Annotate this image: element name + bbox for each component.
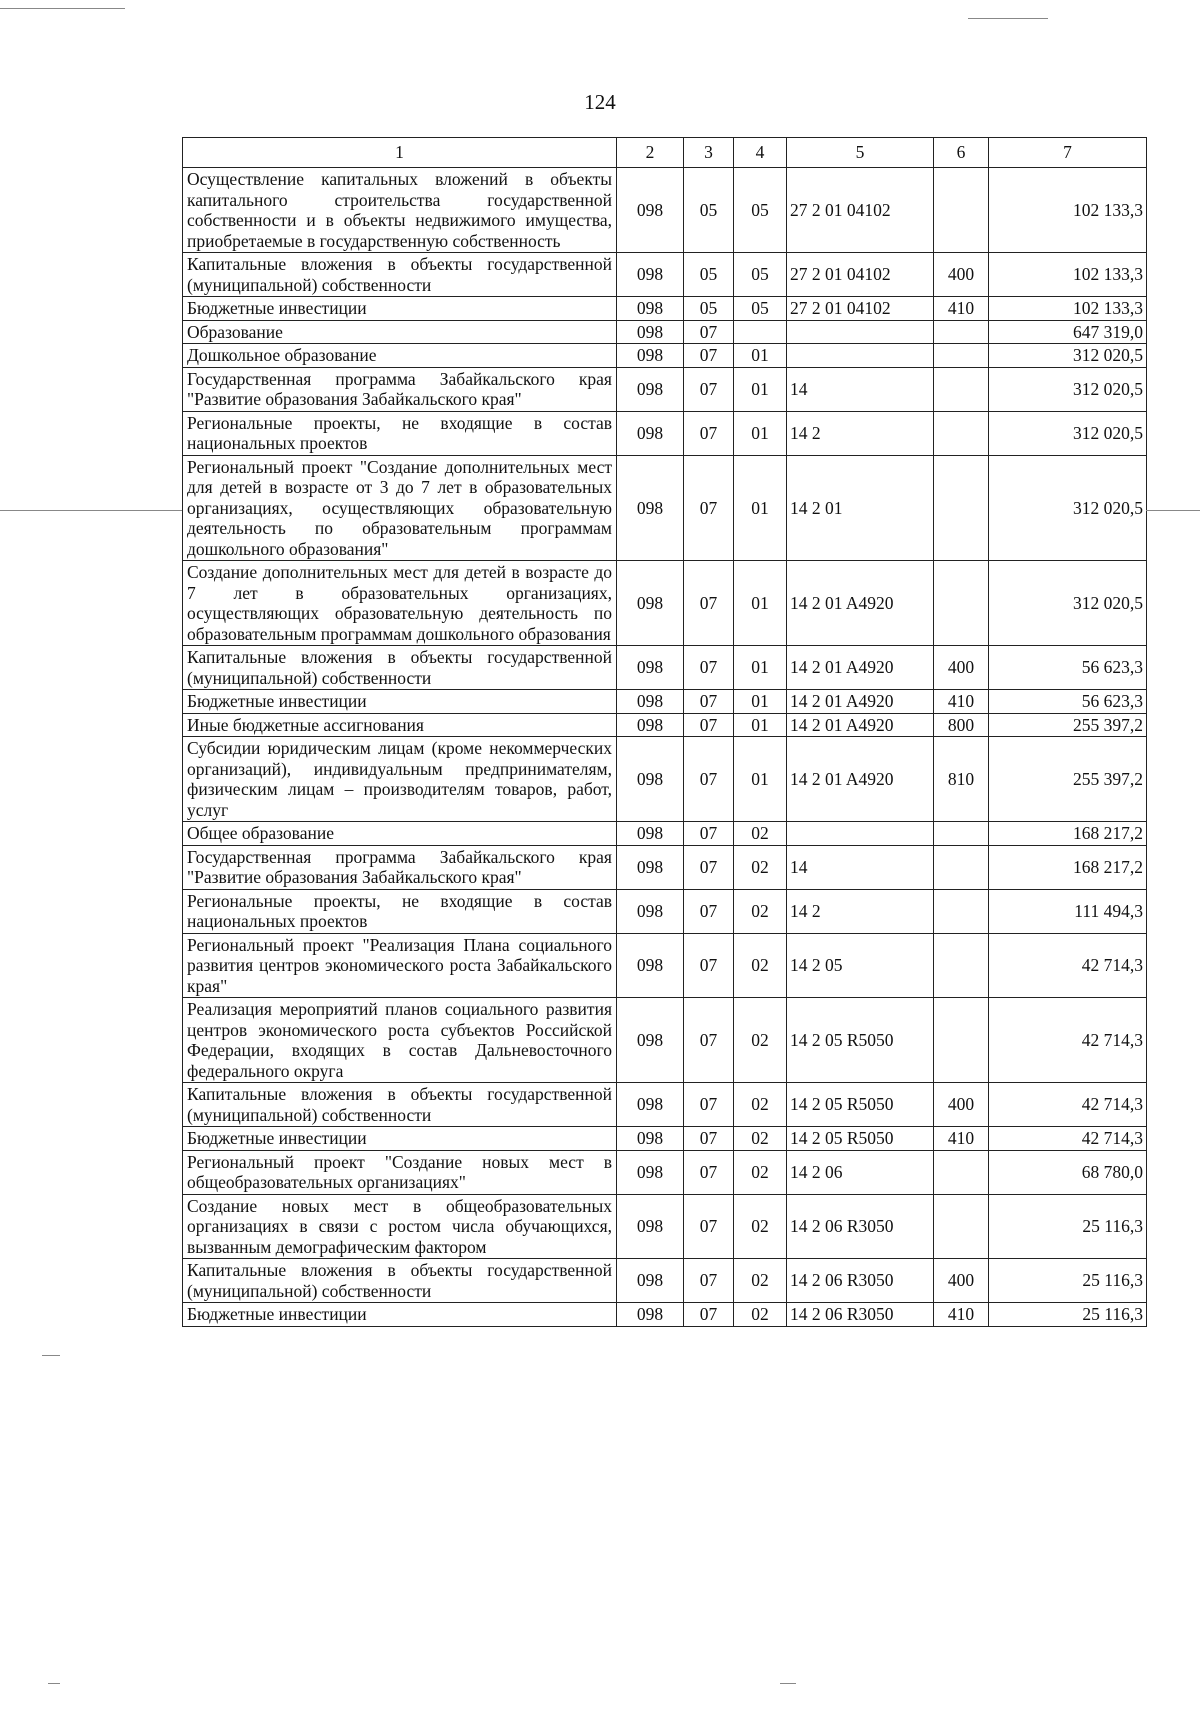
row-subsection-code: 01 bbox=[734, 737, 787, 822]
row-name: Создание новых мест в общеобразовательных организациях в связи с ростом числа обучающихся, вызванным демографическим фактором bbox=[183, 1194, 617, 1259]
table-row bbox=[183, 690, 1147, 714]
row-section-code: 07 bbox=[684, 889, 734, 933]
scan-artifact-line bbox=[0, 510, 182, 511]
row-subsection-code: 02 bbox=[734, 1303, 787, 1327]
row-name: Общее образование bbox=[183, 822, 617, 846]
row-ministry-code: 098 bbox=[617, 367, 684, 411]
table-row bbox=[183, 320, 1147, 344]
row-ministry-code: 098 bbox=[617, 1303, 684, 1327]
row-section-code: 07 bbox=[684, 344, 734, 368]
table-row bbox=[183, 253, 1147, 297]
row-expense-type-code: 410 bbox=[934, 297, 989, 321]
column-number: 6 bbox=[934, 138, 989, 168]
table-row bbox=[183, 1194, 1147, 1259]
row-target-article-code: 14 2 05 R5050 bbox=[787, 998, 934, 1083]
table-row bbox=[183, 297, 1147, 321]
row-expense-type-code bbox=[934, 561, 989, 646]
row-target-article-code bbox=[787, 822, 934, 846]
scan-artifact-line bbox=[42, 1355, 60, 1356]
row-target-article-code bbox=[787, 344, 934, 368]
table-row bbox=[183, 646, 1147, 690]
row-subsection-code: 02 bbox=[734, 998, 787, 1083]
row-ministry-code: 098 bbox=[617, 889, 684, 933]
column-number: 7 bbox=[989, 138, 1147, 168]
row-amount: 312 020,5 bbox=[989, 455, 1147, 561]
row-name: Региональные проекты, не входящие в состав национальных проектов bbox=[183, 889, 617, 933]
row-ministry-code: 098 bbox=[617, 1194, 684, 1259]
row-ministry-code: 098 bbox=[617, 561, 684, 646]
row-amount: 42 714,3 bbox=[989, 998, 1147, 1083]
row-expense-type-code bbox=[934, 822, 989, 846]
row-amount: 42 714,3 bbox=[989, 1127, 1147, 1151]
row-section-code: 07 bbox=[684, 1083, 734, 1127]
scan-artifact-line bbox=[0, 8, 125, 9]
row-name: Бюджетные инвестиции bbox=[183, 690, 617, 714]
budget-table bbox=[182, 137, 1147, 1327]
row-subsection-code: 02 bbox=[734, 1194, 787, 1259]
row-section-code: 07 bbox=[684, 690, 734, 714]
row-section-code: 07 bbox=[684, 367, 734, 411]
column-number: 1 bbox=[183, 138, 617, 168]
table-row bbox=[183, 889, 1147, 933]
table-row bbox=[183, 344, 1147, 368]
row-expense-type-code: 410 bbox=[934, 1303, 989, 1327]
row-subsection-code: 02 bbox=[734, 933, 787, 998]
row-expense-type-code bbox=[934, 1194, 989, 1259]
row-target-article-code: 14 2 05 R5050 bbox=[787, 1083, 934, 1127]
scan-artifact-line bbox=[780, 1683, 796, 1684]
row-name: Образование bbox=[183, 320, 617, 344]
table-row bbox=[183, 367, 1147, 411]
row-section-code: 07 bbox=[684, 1303, 734, 1327]
row-target-article-code: 14 bbox=[787, 845, 934, 889]
row-ministry-code: 098 bbox=[617, 1083, 684, 1127]
table-row bbox=[183, 1127, 1147, 1151]
row-section-code: 07 bbox=[684, 1194, 734, 1259]
row-expense-type-code: 400 bbox=[934, 646, 989, 690]
row-subsection-code: 01 bbox=[734, 411, 787, 455]
row-name: Капитальные вложения в объекты государственной (муниципальной) собственности bbox=[183, 1259, 617, 1303]
row-ministry-code: 098 bbox=[617, 1127, 684, 1151]
table-row bbox=[183, 998, 1147, 1083]
column-number: 5 bbox=[787, 138, 934, 168]
row-section-code: 07 bbox=[684, 822, 734, 846]
row-section-code: 07 bbox=[684, 998, 734, 1083]
row-subsection-code: 01 bbox=[734, 646, 787, 690]
row-amount: 168 217,2 bbox=[989, 845, 1147, 889]
row-amount: 68 780,0 bbox=[989, 1150, 1147, 1194]
row-section-code: 07 bbox=[684, 933, 734, 998]
row-ministry-code: 098 bbox=[617, 737, 684, 822]
row-name: Государственная программа Забайкальского края "Развитие образования Забайкальского края" bbox=[183, 367, 617, 411]
row-amount: 255 397,2 bbox=[989, 737, 1147, 822]
row-ministry-code: 098 bbox=[617, 320, 684, 344]
row-section-code: 07 bbox=[684, 1127, 734, 1151]
row-name: Бюджетные инвестиции bbox=[183, 1127, 617, 1151]
row-section-code: 05 bbox=[684, 253, 734, 297]
table-row bbox=[183, 1303, 1147, 1327]
row-expense-type-code bbox=[934, 320, 989, 344]
row-section-code: 05 bbox=[684, 297, 734, 321]
row-expense-type-code bbox=[934, 998, 989, 1083]
row-ministry-code: 098 bbox=[617, 344, 684, 368]
row-ministry-code: 098 bbox=[617, 933, 684, 998]
row-expense-type-code bbox=[934, 933, 989, 998]
row-name: Создание дополнительных мест для детей в возрасте до 7 лет в образовательных организациях, осуществляющих образовательную деятельность по образовательным программам дошкольного образования bbox=[183, 561, 617, 646]
row-subsection-code bbox=[734, 320, 787, 344]
row-target-article-code bbox=[787, 320, 934, 344]
row-section-code: 07 bbox=[684, 561, 734, 646]
row-target-article-code: 14 2 01 A4920 bbox=[787, 713, 934, 737]
row-amount: 312 020,5 bbox=[989, 344, 1147, 368]
page-number: 124 bbox=[584, 90, 616, 114]
row-expense-type-code: 400 bbox=[934, 253, 989, 297]
row-name: Региональный проект "Создание новых мест в общеобразовательных организациях" bbox=[183, 1150, 617, 1194]
row-ministry-code: 098 bbox=[617, 845, 684, 889]
row-subsection-code: 01 bbox=[734, 367, 787, 411]
row-amount: 25 116,3 bbox=[989, 1194, 1147, 1259]
row-name: Субсидии юридическим лицам (кроме некоммерческих организаций), индивидуальным предпринимателям, физическим лицам – производителям товаров, работ, услуг bbox=[183, 737, 617, 822]
row-section-code: 07 bbox=[684, 845, 734, 889]
row-ministry-code: 098 bbox=[617, 1259, 684, 1303]
table-row bbox=[183, 845, 1147, 889]
row-ministry-code: 098 bbox=[617, 1150, 684, 1194]
row-expense-type-code bbox=[934, 1150, 989, 1194]
row-ministry-code: 098 bbox=[617, 998, 684, 1083]
column-number: 4 bbox=[734, 138, 787, 168]
row-section-code: 07 bbox=[684, 1150, 734, 1194]
row-target-article-code: 14 2 01 A4920 bbox=[787, 561, 934, 646]
row-subsection-code: 05 bbox=[734, 168, 787, 253]
row-amount: 312 020,5 bbox=[989, 367, 1147, 411]
table-row bbox=[183, 561, 1147, 646]
row-target-article-code: 14 2 01 A4920 bbox=[787, 737, 934, 822]
row-target-article-code: 14 2 01 A4920 bbox=[787, 690, 934, 714]
row-subsection-code: 02 bbox=[734, 889, 787, 933]
row-section-code: 07 bbox=[684, 646, 734, 690]
row-amount: 647 319,0 bbox=[989, 320, 1147, 344]
row-name: Региональные проекты, не входящие в состав национальных проектов bbox=[183, 411, 617, 455]
row-amount: 42 714,3 bbox=[989, 933, 1147, 998]
row-target-article-code: 14 2 05 R5050 bbox=[787, 1127, 934, 1151]
row-subsection-code: 01 bbox=[734, 344, 787, 368]
row-target-article-code: 14 2 06 R3050 bbox=[787, 1194, 934, 1259]
row-subsection-code: 02 bbox=[734, 822, 787, 846]
row-subsection-code: 02 bbox=[734, 1150, 787, 1194]
row-amount: 56 623,3 bbox=[989, 690, 1147, 714]
column-number: 3 bbox=[684, 138, 734, 168]
row-amount: 102 133,3 bbox=[989, 297, 1147, 321]
row-target-article-code: 14 bbox=[787, 367, 934, 411]
row-target-article-code: 14 2 bbox=[787, 889, 934, 933]
row-subsection-code: 01 bbox=[734, 690, 787, 714]
row-name: Региональный проект "Реализация Плана социального развития центров экономического роста Забайкальского края" bbox=[183, 933, 617, 998]
scan-artifact-line bbox=[1146, 510, 1200, 511]
row-expense-type-code bbox=[934, 455, 989, 561]
row-ministry-code: 098 bbox=[617, 822, 684, 846]
row-target-article-code: 14 2 06 R3050 bbox=[787, 1259, 934, 1303]
row-subsection-code: 02 bbox=[734, 1259, 787, 1303]
row-section-code: 07 bbox=[684, 713, 734, 737]
row-subsection-code: 01 bbox=[734, 561, 787, 646]
row-section-code: 07 bbox=[684, 1259, 734, 1303]
row-expense-type-code: 410 bbox=[934, 690, 989, 714]
row-name: Региональный проект "Создание дополнительных мест для детей в возрасте от 3 до 7 лет в образовательных организациях, осуществляющих образовательную деятельность по образовательным программам дошкольного образования" bbox=[183, 455, 617, 561]
row-target-article-code: 27 2 01 04102 bbox=[787, 297, 934, 321]
row-expense-type-code bbox=[934, 168, 989, 253]
row-amount: 111 494,3 bbox=[989, 889, 1147, 933]
row-name: Капитальные вложения в объекты государственной (муниципальной) собственности bbox=[183, 1083, 617, 1127]
row-target-article-code: 14 2 01 bbox=[787, 455, 934, 561]
row-ministry-code: 098 bbox=[617, 713, 684, 737]
row-expense-type-code bbox=[934, 845, 989, 889]
row-ministry-code: 098 bbox=[617, 168, 684, 253]
row-section-code: 07 bbox=[684, 411, 734, 455]
row-amount: 255 397,2 bbox=[989, 713, 1147, 737]
row-name: Иные бюджетные ассигнования bbox=[183, 713, 617, 737]
row-name: Капитальные вложения в объекты государственной (муниципальной) собственности bbox=[183, 253, 617, 297]
row-ministry-code: 098 bbox=[617, 297, 684, 321]
table-row bbox=[183, 411, 1147, 455]
row-amount: 25 116,3 bbox=[989, 1303, 1147, 1327]
scan-artifact-line bbox=[48, 1683, 60, 1684]
scan-artifact-line bbox=[968, 18, 1048, 19]
row-ministry-code: 098 bbox=[617, 253, 684, 297]
row-subsection-code: 02 bbox=[734, 1083, 787, 1127]
row-target-article-code: 14 2 06 R3050 bbox=[787, 1303, 934, 1327]
row-expense-type-code: 410 bbox=[934, 1127, 989, 1151]
row-amount: 42 714,3 bbox=[989, 1083, 1147, 1127]
row-target-article-code: 14 2 bbox=[787, 411, 934, 455]
row-expense-type-code: 810 bbox=[934, 737, 989, 822]
row-expense-type-code bbox=[934, 367, 989, 411]
row-section-code: 05 bbox=[684, 168, 734, 253]
row-subsection-code: 02 bbox=[734, 845, 787, 889]
row-target-article-code: 27 2 01 04102 bbox=[787, 168, 934, 253]
row-amount: 25 116,3 bbox=[989, 1259, 1147, 1303]
row-name: Бюджетные инвестиции bbox=[183, 297, 617, 321]
row-section-code: 07 bbox=[684, 455, 734, 561]
row-name: Осуществление капитальных вложений в объекты капитального строительства государственной собственности и в объекты недвижимого имущества, приобретаемые в государственную собственность bbox=[183, 168, 617, 253]
row-name: Бюджетные инвестиции bbox=[183, 1303, 617, 1327]
column-number: 2 bbox=[617, 138, 684, 168]
row-amount: 102 133,3 bbox=[989, 168, 1147, 253]
row-name: Дошкольное образование bbox=[183, 344, 617, 368]
row-expense-type-code bbox=[934, 344, 989, 368]
row-ministry-code: 098 bbox=[617, 646, 684, 690]
row-subsection-code: 01 bbox=[734, 713, 787, 737]
table-row bbox=[183, 1150, 1147, 1194]
row-target-article-code: 14 2 06 bbox=[787, 1150, 934, 1194]
row-amount: 312 020,5 bbox=[989, 411, 1147, 455]
row-amount: 102 133,3 bbox=[989, 253, 1147, 297]
row-amount: 312 020,5 bbox=[989, 561, 1147, 646]
row-ministry-code: 098 bbox=[617, 690, 684, 714]
table-row bbox=[183, 737, 1147, 822]
row-name: Капитальные вложения в объекты государственной (муниципальной) собственности bbox=[183, 646, 617, 690]
row-target-article-code: 27 2 01 04102 bbox=[787, 253, 934, 297]
row-expense-type-code bbox=[934, 411, 989, 455]
column-number-row bbox=[183, 138, 1147, 168]
row-expense-type-code: 400 bbox=[934, 1083, 989, 1127]
table-row bbox=[183, 822, 1147, 846]
table-row bbox=[183, 1083, 1147, 1127]
table-row bbox=[183, 455, 1147, 561]
row-name: Реализация мероприятий планов социального развития центров экономического роста субъектов Российской Федерации, входящих в состав Дальневосточного федерального округа bbox=[183, 998, 617, 1083]
row-ministry-code: 098 bbox=[617, 455, 684, 561]
row-expense-type-code bbox=[934, 889, 989, 933]
row-subsection-code: 05 bbox=[734, 297, 787, 321]
table-row bbox=[183, 168, 1147, 253]
row-subsection-code: 02 bbox=[734, 1127, 787, 1151]
row-ministry-code: 098 bbox=[617, 411, 684, 455]
row-section-code: 07 bbox=[684, 320, 734, 344]
table-row bbox=[183, 933, 1147, 998]
row-name: Государственная программа Забайкальского края "Развитие образования Забайкальского края" bbox=[183, 845, 617, 889]
row-target-article-code: 14 2 05 bbox=[787, 933, 934, 998]
table-row bbox=[183, 1259, 1147, 1303]
row-expense-type-code: 400 bbox=[934, 1259, 989, 1303]
row-amount: 168 217,2 bbox=[989, 822, 1147, 846]
row-amount: 56 623,3 bbox=[989, 646, 1147, 690]
table-row bbox=[183, 713, 1147, 737]
row-expense-type-code: 800 bbox=[934, 713, 989, 737]
row-section-code: 07 bbox=[684, 737, 734, 822]
row-subsection-code: 05 bbox=[734, 253, 787, 297]
row-target-article-code: 14 2 01 A4920 bbox=[787, 646, 934, 690]
row-subsection-code: 01 bbox=[734, 455, 787, 561]
